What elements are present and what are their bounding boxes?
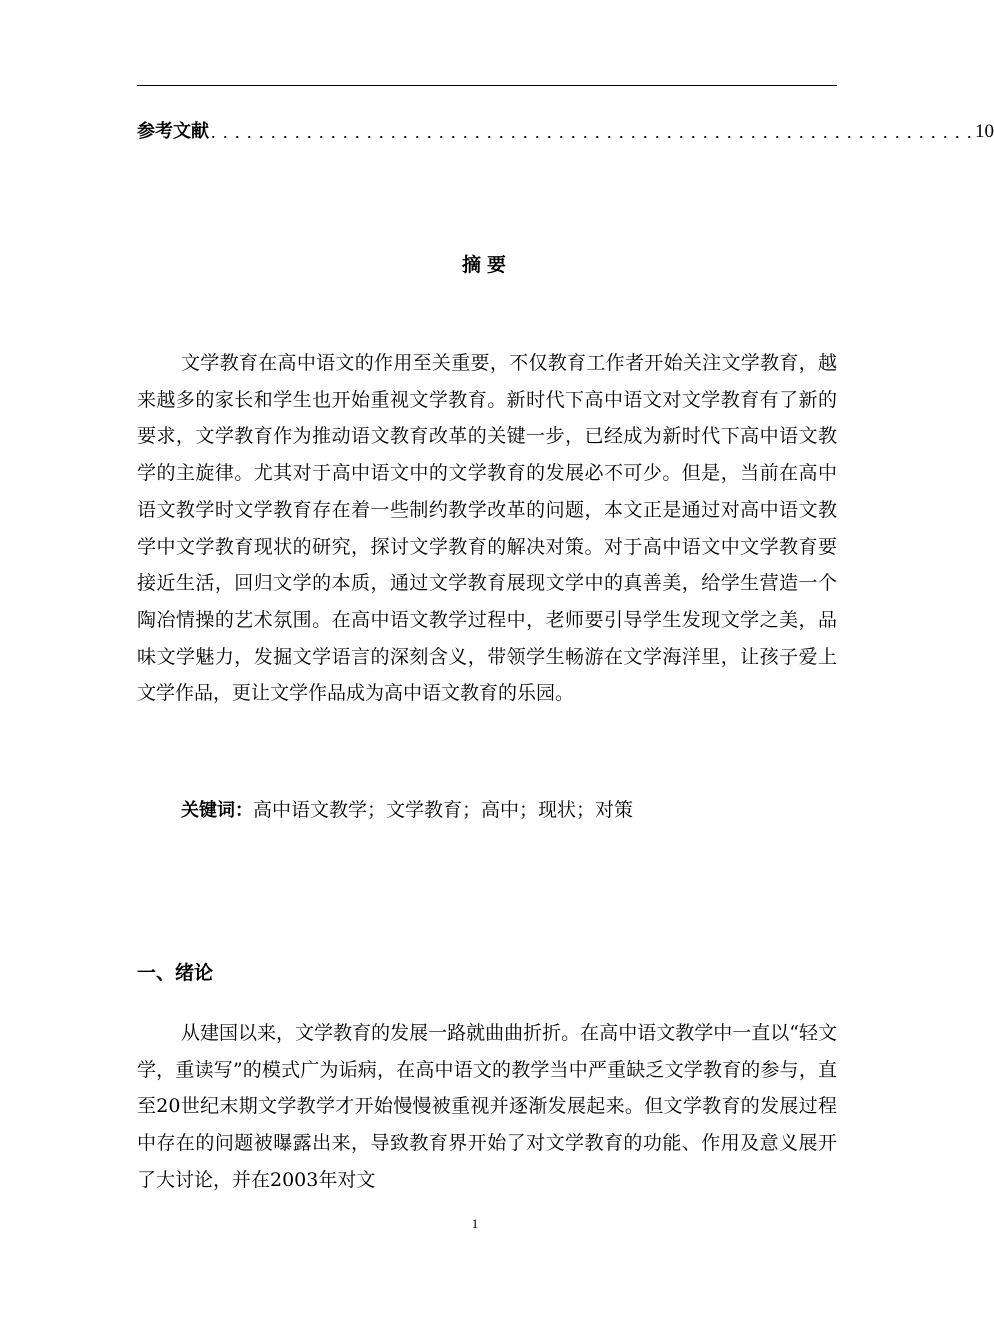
toc-entry-label: 参考文献	[137, 121, 209, 142]
abstract-paragraph: 文学教育在高中语文的作用至关重要，不仅教育工作者开始关注文学教育，越来越多的家长和学生也开始重视文学教育。新时代下高中语文对文学教育有了新的要求，文学教育作为推动语文教育改革的关键一步，已经成为新时代下高中语文教学的主旋律。尤其对于高中语文中的文学教育的发展必不可少。但是，当前在高中语文教学时文学教育存在着一些制约教学改革的问题，本文正是通过对高中语文教学中文学教育现状的研究，探讨文学教育的解决对策。对于高中语文中文学教育要接近生活，回归文学的本质，通过文学教育展现文学中的真善美，给学生营造一个陶冶情操的艺术氛围。在高中语文教学过程中，老师要引导学生发现文学之美，品味文学魅力，发掘文学语言的深刻含义，带领学生畅游在文学海洋里，让孩子爱上文学作品，更让文学作品成为高中语文教育的乐园。	[137, 352, 837, 705]
toc-dot-leader: . . . . . . . . . . . . . . . . . . . . . . . . . . . . . . . . . . . . . . . . . . . . . . . . . . . . . . . . . . . . . . . .	[211, 122, 973, 142]
toc-page-number: 10	[975, 121, 994, 142]
page-number: 1	[471, 1216, 479, 1231]
keywords-line	[181, 792, 633, 829]
keywords-list: 高中语文教学；文学教育；高中；现状；对策	[253, 799, 634, 821]
toc-entry-references[interactable]	[137, 117, 994, 147]
introduction-paragraph: 从建国以来，文学教育的发展一路就曲曲折折。在高中语文教学中一直以“轻文学，重读写”的模式广为诟病，在高中语文的教学当中严重缺乏文学教育的参与，直至20世纪末期文学教学才开始慢慢被重视并逐渐发展起来。但文学教育的发展过程中存在的问题被曝露出来，导致教育界开始了对文学教育的功能、作用及意义展开了大讨论，并在2003年对文	[137, 1022, 837, 1191]
section-heading-introduction: 一、绪论	[137, 962, 214, 984]
header-rule	[137, 85, 837, 86]
abstract-title: 摘要	[461, 254, 512, 276]
keywords-label: 关键词：	[181, 800, 253, 821]
